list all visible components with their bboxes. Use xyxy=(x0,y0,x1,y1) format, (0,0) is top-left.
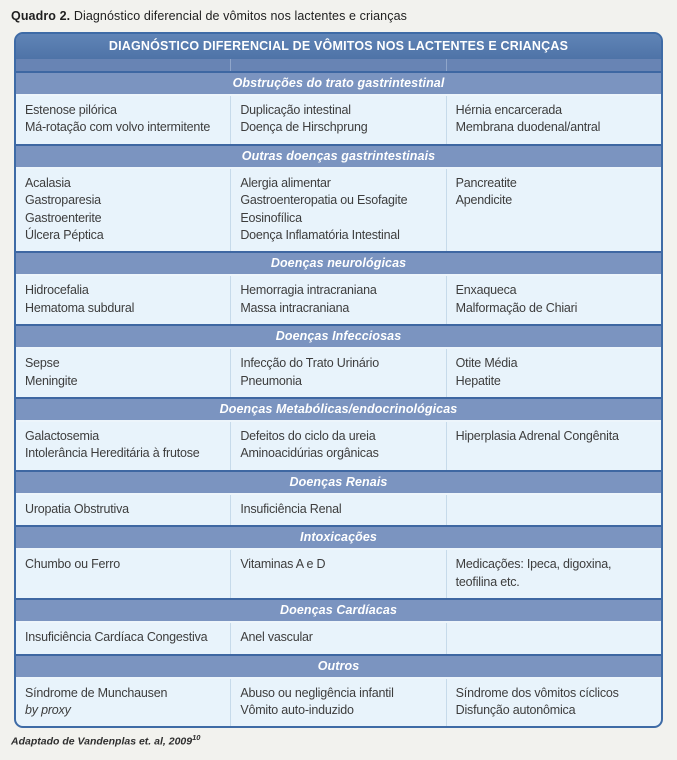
cell-line: Insuficiência Renal xyxy=(240,501,342,516)
section-header-1: Obstruções do trato gastrintestinal xyxy=(16,71,661,96)
cell-line: Otite Média xyxy=(455,356,518,371)
source-note-text: Adaptado de Vandenplas et. al, 2009 xyxy=(11,735,193,748)
diagnosis-table xyxy=(14,32,663,728)
spacer-cell xyxy=(16,59,230,71)
table-cell xyxy=(16,550,230,598)
cell-line: Má-rotação com volvo intermitente xyxy=(25,120,211,135)
table-cell xyxy=(16,495,230,525)
cell-line: Aminoacidúrias orgânicas xyxy=(240,446,379,461)
cell-line: Malformação de Chiari xyxy=(455,300,578,315)
cell-line: Pancreatite xyxy=(455,175,517,190)
section-row-2 xyxy=(16,169,661,252)
table-cell xyxy=(230,422,445,470)
section-row-1 xyxy=(16,96,661,144)
cell-line: Abuso ou negligência infantil xyxy=(240,685,394,700)
cell-line: Gastroparesia xyxy=(25,193,101,208)
section-header-5: Doenças Metabólicas/endocrinológicas xyxy=(16,397,661,422)
cell-line: Hérnia encarcerada xyxy=(455,103,562,117)
caption-text: Diagnóstico diferencial de vômitos nos lactentes e crianças xyxy=(73,9,407,23)
cell-line: Anel vascular xyxy=(240,630,313,645)
section-header-9: Outros xyxy=(16,654,661,679)
table-cell xyxy=(230,623,445,653)
cell-line: Duplicação intestinal xyxy=(240,103,351,117)
section-row-7 xyxy=(16,550,661,598)
cell-line: Intolerância Hereditária à frutose xyxy=(25,446,200,461)
cell-line: Insuficiência Cardíaca Congestiva xyxy=(25,630,208,645)
spacer-cell xyxy=(230,59,445,71)
table-title-bar: DIAGNÓSTICO DIFERENCIAL DE VÔMITOS NOS LACTENTES E CRIANÇAS xyxy=(16,34,661,59)
cell-line: Eosinofílica xyxy=(240,210,302,225)
cell-line: Vitaminas A e D xyxy=(240,557,326,572)
cell-line: Hiperplasia Adrenal Congênita xyxy=(455,429,619,444)
cell-line: Estenose pilórica xyxy=(25,103,117,117)
table-cell xyxy=(230,169,445,252)
table-cell xyxy=(446,276,661,324)
cell-line: Massa intracraniana xyxy=(240,300,350,315)
cell-line: teofilina etc. xyxy=(455,574,520,589)
table-cell xyxy=(446,349,661,397)
cell-line: Hemorragia intracraniana xyxy=(240,283,377,298)
cell-line: by proxy xyxy=(25,702,71,717)
section-header-6: Doenças Renais xyxy=(16,470,661,495)
table-cell xyxy=(16,96,230,144)
cell-line: Doença Inflamatória Intestinal xyxy=(240,228,400,243)
section-row-5 xyxy=(16,422,661,470)
cell-line: Sepse xyxy=(25,356,60,371)
table-cell xyxy=(230,495,445,525)
cell-line: Gastroenteropatia ou Esofagite xyxy=(240,193,408,208)
spacer-cell xyxy=(446,59,661,71)
cell-line: Chumbo ou Ferro xyxy=(25,557,120,572)
section-header-4: Doenças Infecciosas xyxy=(16,324,661,349)
table-cell xyxy=(16,623,230,653)
cell-line: Vômito auto-induzido xyxy=(240,702,354,717)
cell-line: Hematoma subdural xyxy=(25,300,135,315)
table-cell xyxy=(230,349,445,397)
table-caption xyxy=(0,0,677,32)
cell-line: Pneumonia xyxy=(240,373,302,388)
table-cell xyxy=(230,276,445,324)
section-row-8 xyxy=(16,623,661,653)
cell-line: Medicações: Ipeca, digoxina, xyxy=(455,557,612,572)
table-cell xyxy=(446,96,661,144)
cell-line: Defeitos do ciclo da ureia xyxy=(240,429,376,444)
table-cell xyxy=(446,495,661,525)
section-header-8: Doenças Cardíacas xyxy=(16,598,661,623)
cell-line: Doença de Hirschprung xyxy=(240,120,368,135)
section-row-4 xyxy=(16,349,661,397)
table-cell xyxy=(446,169,661,252)
section-header-3: Doenças neurológicas xyxy=(16,251,661,276)
cell-line: Alergia alimentar xyxy=(240,175,331,190)
cell-line: Acalasia xyxy=(25,175,71,190)
cell-line: Infecção do Trato Urinário xyxy=(240,356,379,371)
table-cell xyxy=(16,422,230,470)
cell-line: Galactosemia xyxy=(25,429,100,444)
table-cell xyxy=(446,422,661,470)
cell-line: Disfunção autonômica xyxy=(455,702,576,717)
table-cell xyxy=(230,96,445,144)
section-row-3 xyxy=(16,276,661,324)
cell-line: Uropatia Obstrutiva xyxy=(25,501,129,516)
caption-label: Quadro 2. xyxy=(11,9,71,23)
cell-line: Úlcera Péptica xyxy=(25,228,104,243)
section-row-6 xyxy=(16,495,661,525)
column-spacer-row xyxy=(16,59,661,71)
table-cell xyxy=(16,349,230,397)
cell-line: Gastroenterite xyxy=(25,210,102,225)
cell-line: Hidrocefalia xyxy=(25,283,89,298)
table-cell xyxy=(446,550,661,598)
cell-line: Síndrome de Munchausen xyxy=(25,685,168,700)
cell-line: Membrana duodenal/antral xyxy=(455,120,601,135)
cell-line: Enxaqueca xyxy=(455,283,517,298)
cell-line: Hepatite xyxy=(455,373,501,388)
table-cell xyxy=(16,169,230,252)
cell-line: Síndrome dos vômitos cíclicos xyxy=(455,685,619,700)
source-note xyxy=(11,733,663,748)
cell-line: Apendicite xyxy=(455,193,513,208)
section-row-9 xyxy=(16,679,661,727)
table-cell xyxy=(446,679,661,727)
table-cell xyxy=(446,623,661,653)
table-cell xyxy=(230,550,445,598)
section-header-7: Intoxicações xyxy=(16,525,661,550)
table-body xyxy=(16,71,661,726)
table-cell xyxy=(230,679,445,727)
source-note-superscript: 10 xyxy=(192,733,201,743)
table-cell xyxy=(16,679,230,727)
section-header-2: Outras doenças gastrintestinais xyxy=(16,144,661,169)
cell-line: Meningite xyxy=(25,373,78,388)
table-cell xyxy=(16,276,230,324)
